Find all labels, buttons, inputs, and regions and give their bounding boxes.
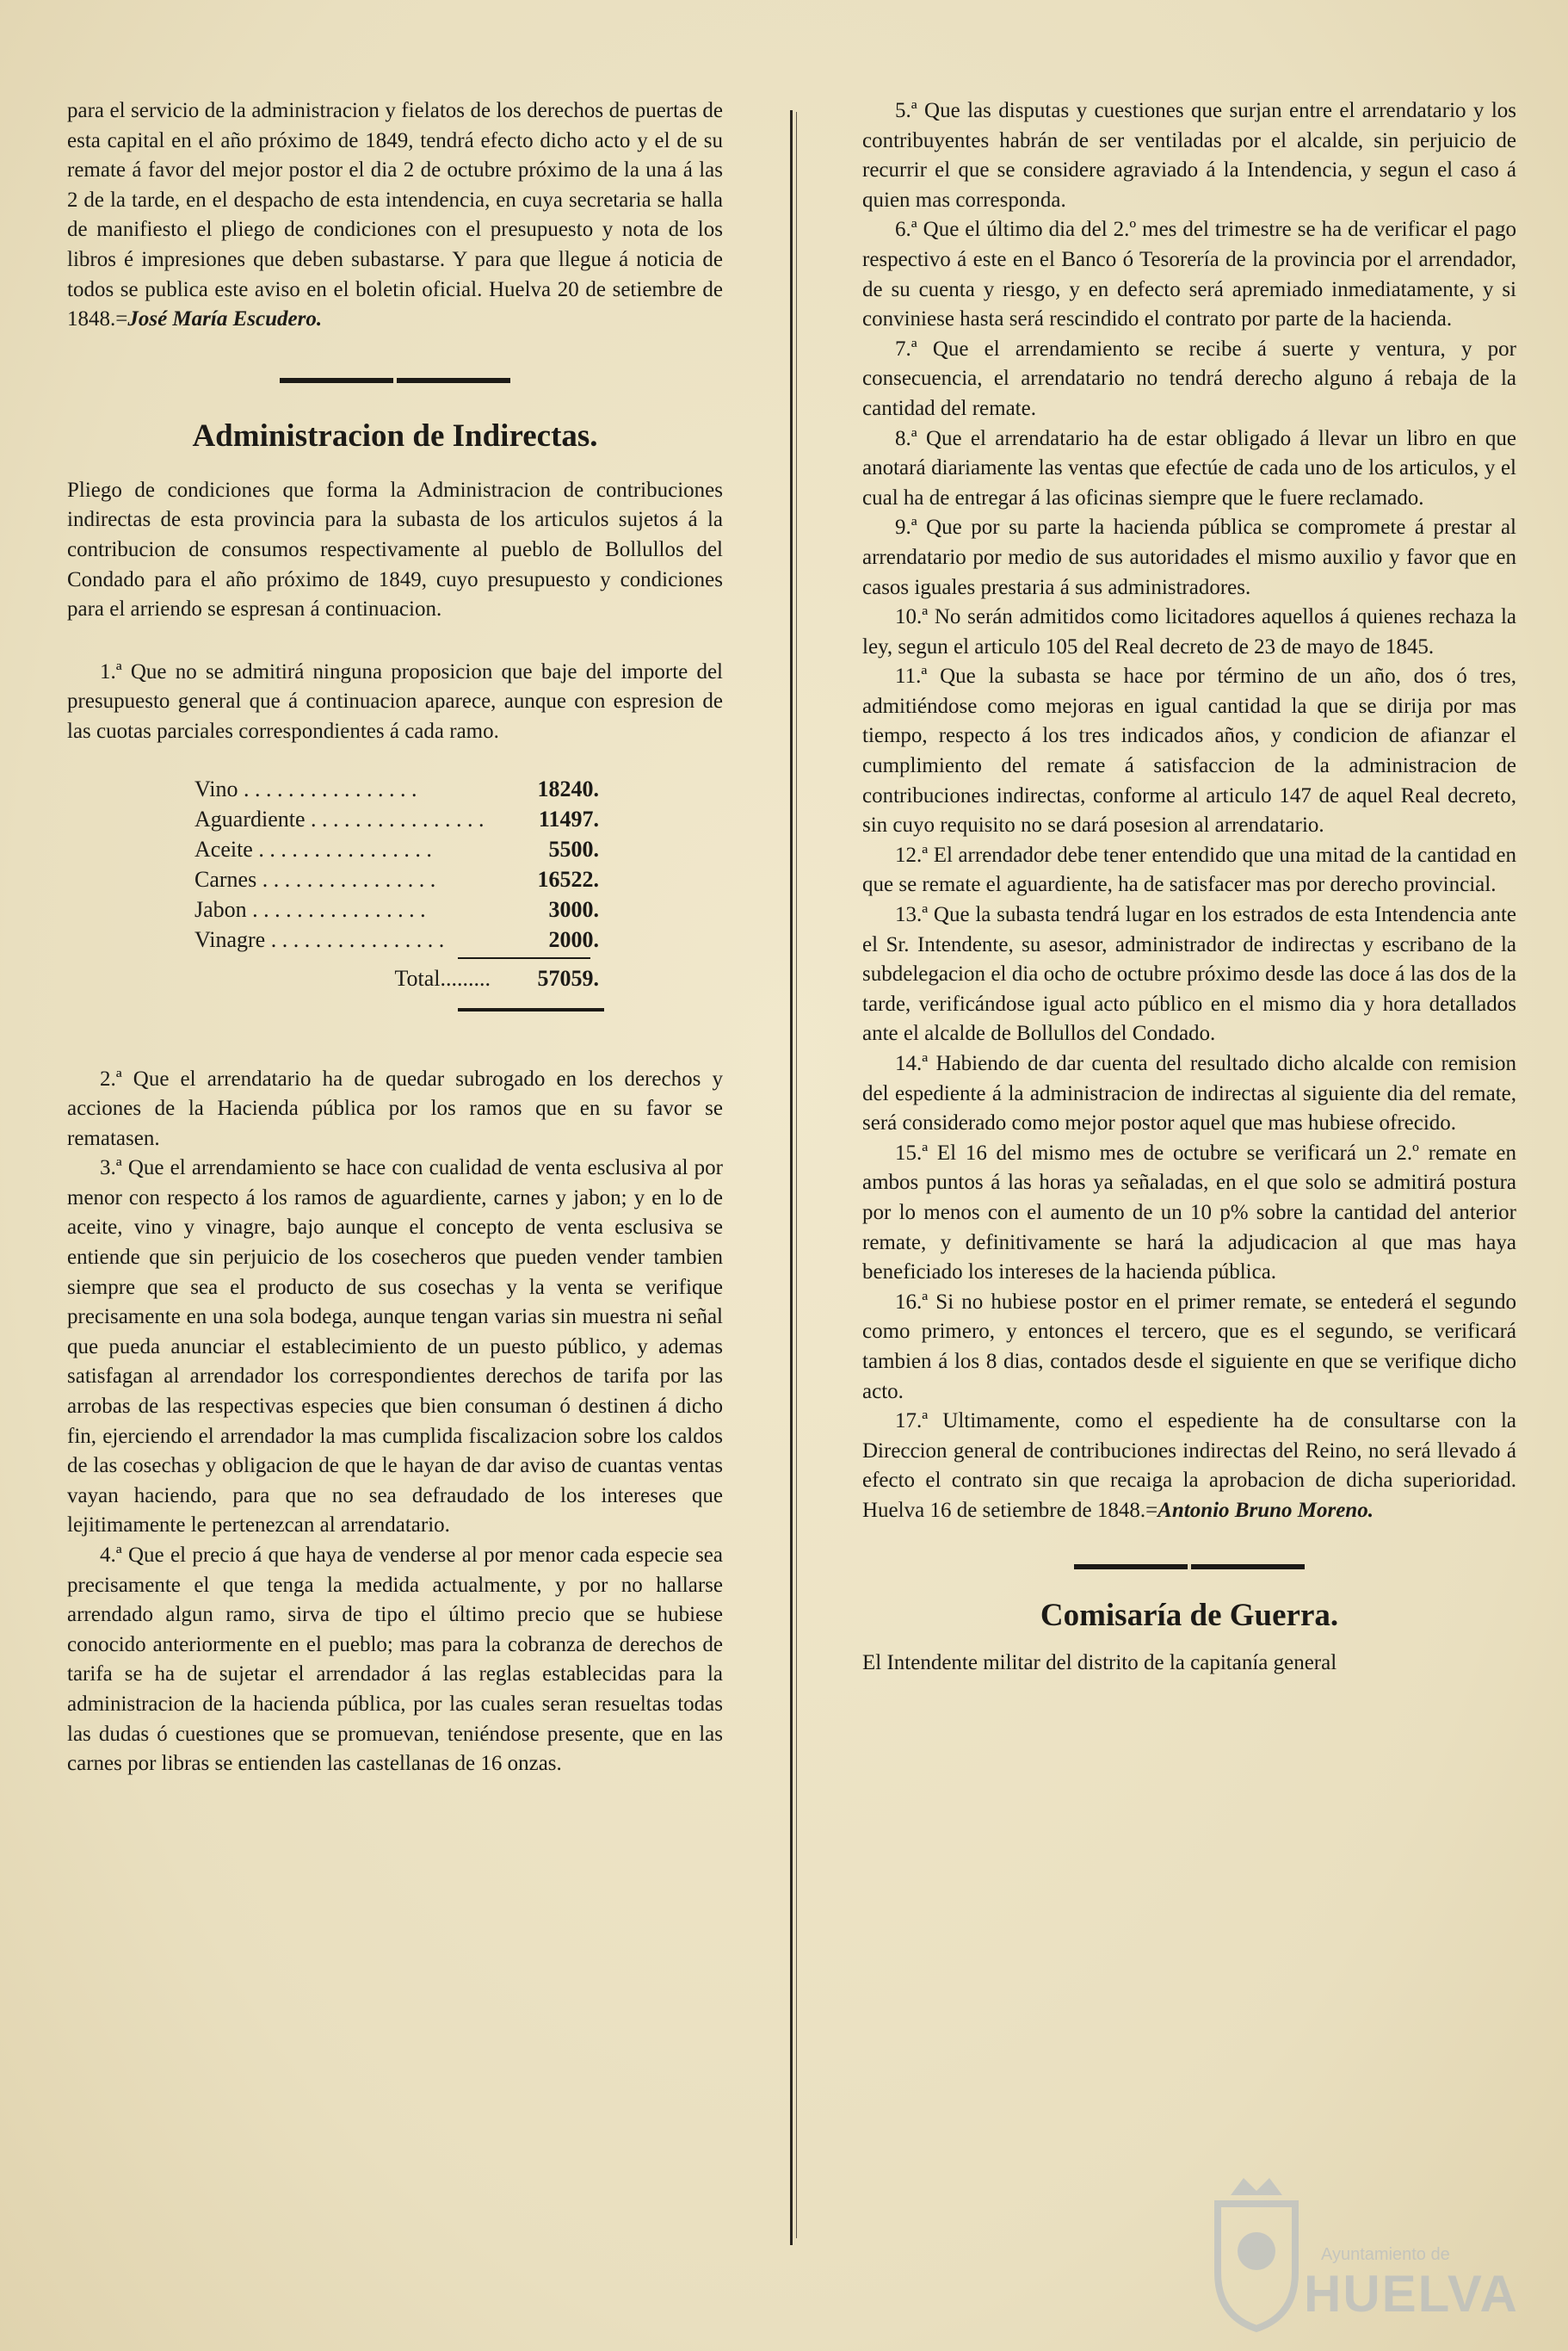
column-rule <box>790 110 793 2245</box>
section-heading: Administracion de Indirectas. <box>192 418 598 454</box>
right-column <box>862 96 1516 1678</box>
condition-12: 12.ª El arrendador debe tener entendido que una mitad de la cantidad en que se remate el aguardiente, ha de satisfacer mas por derecho provincial. <box>862 843 1516 897</box>
condition-2: 2.ª Que el arrendatario ha de quedar subrogado en los derechos y acciones de la Hacienda pública por los ramos que en su favor se rematasen. <box>67 1067 723 1150</box>
watermark <box>1201 2169 1519 2342</box>
table-row <box>194 867 599 897</box>
condition-14: 14.ª Habiendo de dar cuenta del resultado dicho alcalde con remision del espediente á la administracion de indirectas al siguiente dia del remate, será considerado como mejor postor aquel que mas hubiese ofrecido. <box>862 1052 1516 1135</box>
total-row <box>194 966 599 996</box>
condition-5: 5.ª Que las disputas y cuestiones que surjan entre el arrendatario y los contribuyentes habrán de ser ventiladas por el alcalde, sin perjuicio de recurrir el que se considere agraviado á la Intendencia, y segun el caso á quien mas corresponda. <box>862 99 1516 212</box>
condition-11: 11.ª Que la subasta se hace por término de un año, dos ó tres, admitiéndose como mejoras en igual cantidad la que se dirija por mas tiempo, respecto á los tres indicados años, y condicion de afianzar el cumplimiento del remate á satisfaccion de la administracion de contribuciones indirectas, conforme al articulo 147 de aquel Real decreto, sin cuyo requisito no se dará posesion al arrendatario. <box>862 665 1516 838</box>
item-name: Vino . . . <box>194 776 506 802</box>
condition-13: 13.ª Que la subasta tendrá lugar en los estrados de esta Intendencia ante el Sr. Intendente, su asesor, administrador de indirectas y escribano de la subdelegacion el dia ocho de octubre próximo desde las doce á las dos de la tarde, verificándose igual acto público en el mismo dia y hora detallados ante el alcalde de Bollullos del Condado. <box>862 903 1516 1046</box>
item-name: Aguardiente . . . <box>194 807 506 832</box>
condition-4: 4.ª Que el precio á que haya de venderse al por menor cada especie sea precisamente el que tenga la medida actualmente, y por no hallarse arrendado algun ramo, sirva de tipo el último precio que se hubiese conocido anteriormente en el pueblo; mas para la cobranza de derechos de tarifa se ha de sujetar el arrendador á las reglas establecidas para la administracion de la hacienda pública, por las cuales seran resueltas todas las dudas ó cuestiones que se promuevan, teniéndose presente, que en las carnes por libras se entienden las castellanas de 16 onzas. <box>67 1544 723 1776</box>
section-heading: Comisaría de Guerra. <box>1040 1597 1339 1633</box>
watermark-line-1: Ayuntamiento de <box>1321 2245 1450 2264</box>
item-value: 16522. <box>537 866 599 892</box>
condition-15: 15.ª El 16 del mismo mes de octubre se verificará un 2.º remate en ambos puntos á las horas ya señaladas, en el que solo se admitirá postura por lo menos con el aumento de un 10 p% sobre la cantidad del anterior remate, y definitivamente se hará la adjudicacion al que mas haya beneficiado los intereses de la hacienda pública. <box>862 1141 1516 1284</box>
condition-8: 8.ª Que el arrendatario ha de estar obligado á llevar un libro en que anotará diariamente las ventas que efectúe de cada uno de los articulos, y el cual ha de entregar á las oficinas siempre que le fuere reclamado. <box>862 426 1516 510</box>
item-name: Jabon . . . <box>194 897 506 923</box>
item-value: 11497. <box>538 806 599 832</box>
item-value: 5500. <box>548 836 599 862</box>
condition-9: 9.ª Que por su parte la hacienda pública se compromete á prestar al arrendatario por medio de sus autoridades el mismo auxilio y favor que en casos iguales prestaria á sus administradores. <box>862 516 1516 599</box>
condition-17-text: 17.ª Ultimamente, como el espediente ha de consultarse con la Direccion general de contribuciones indirectas del Reino, no será llevado á efecto el contrato sin que recaiga la aprobacion de dicha superioridad. Huelva 16 de setiembre de 1848.= <box>862 1409 1516 1522</box>
closing-line: El Intendente militar del distrito de la capitanía general <box>862 1650 1337 1674</box>
table-row <box>194 897 599 927</box>
item-value: 3000. <box>548 896 599 922</box>
condition-17 <box>862 1407 1516 1525</box>
column-rule-thin <box>796 112 797 2238</box>
table-row <box>194 927 599 957</box>
condition-3: 3.ª Que el arrendamiento se hace con cualidad de venta esclusiva al por menor con respecto á los ramos de aguardiente, carnes y jabon; y en lo de aceite, vino y vinagre, bajo aunque el concepto de venta esclusiva se entiende que sin perjuicio de los cosecheros que pueden vender tambien siempre que sea el producto de sus cosechas y la venta se verifique precisamente en una sola bodega, aunque tengan varias sin muestra ni señal que pueda anunciar el establecimiento de un puesto público, y ademas satisfagan al arrendador los correspondientes derechos de tarifa por las arrobas de las respectivas especies que bien consuman ó destinen á dicho fin, ejerciendo el arrendador la mas cumplida fiscalizacion sobre los caldos de las cosechas y obligacion de que le hayan de dar aviso de cuantas ventas vayan haciendo, para que no sea defraudado de los intereses que lejitimamente le pertenezcan al arrendatario. <box>67 1156 723 1537</box>
table-row <box>194 807 599 837</box>
signature: Antonio Bruno Moreno. <box>1157 1498 1374 1522</box>
total-label: Total......... <box>394 965 491 991</box>
condition-1: 1.ª Que no se admitirá ninguna proposicion que baje del importe del presupuesto general que á continuacion aparece, aunque con espresion de las cuotas parciales correspondientes á cada ramo. <box>67 659 723 743</box>
condition-6: 6.ª Que el último dia del 2.º mes del trimestre se ha de verificar el pago respectivo á este en el Banco ó Tesorería de la provincia por el arrendador, de su cuenta y riesgo, y en defecto será apremiado inmediatamente, y si conviniese hasta será rescindido el contrato por parte de la hacienda. <box>862 218 1516 331</box>
signature: José María Escudero. <box>127 307 323 331</box>
condition-10: 10.ª No serán admitidos como licitadores aquellos á quienes rechaza la ley, segun el articulo 105 del Real decreto de 23 de mayo de 1845. <box>862 605 1516 659</box>
item-value: 2000. <box>548 926 599 952</box>
coat-of-arms-icon <box>1201 2169 1312 2333</box>
left-column <box>67 96 723 1779</box>
budget-table <box>194 776 599 1012</box>
item-value: 18240. <box>537 776 599 801</box>
total-value: 57059. <box>537 965 599 991</box>
notice-text: para el servicio de la administracion y fielatos de los derechos de puertas de esta capital en el año próximo de 1849, tendrá efecto dicho acto y el de su remate á favor del mejor postor el dia 2 de octubre próximo de la una á las 2 de la tarde, en el despacho de esta intendencia, en cuya secretaria se halla de manifiesto el pliego de condiciones con el presupuesto y nota de los libros é impresiones que deben subastarse. Y para que llegue á noticia de todos se publica este aviso en el boletin oficial. Huelva 20 de setiembre de 1848.= <box>67 99 723 331</box>
table-row <box>194 837 599 867</box>
watermark-line-2: HUELVA <box>1304 2265 1519 2323</box>
item-name: Vinagre . . . <box>194 927 506 953</box>
table-row <box>194 776 599 807</box>
item-name: Aceite . . . <box>194 837 506 863</box>
notice-paragraph <box>67 96 723 335</box>
section-divider <box>1074 1564 1305 1569</box>
sum-line <box>458 957 590 959</box>
section-divider <box>280 378 510 383</box>
item-name: Carnes . . . <box>194 867 506 893</box>
condition-7: 7.ª Que el arrendamiento se recibe á suerte y ventura, y por consecuencia, el arrendatario no tendrá derecho alguno á rebaja de la cantidad del remate. <box>862 337 1516 420</box>
condition-16: 16.ª Si no hubiese postor en el primer remate, se entederá el segundo como primero, y entonces el tercero, que es el segundo, se verificará tambien á los 8 dias, contados desde el siguiente en que se verifique dicho acto. <box>862 1290 1516 1403</box>
intro-paragraph: Pliego de condiciones que forma la Administracion de contribuciones indirectas de esta provincia para la subasta de los articulos sujetos á la contribucion de consumos respectivamente al pueblo de Bollullos del Condado para el año próximo de 1849, cuyo presupuesto y condiciones para el arriendo se espresan á continuacion. <box>67 478 723 622</box>
